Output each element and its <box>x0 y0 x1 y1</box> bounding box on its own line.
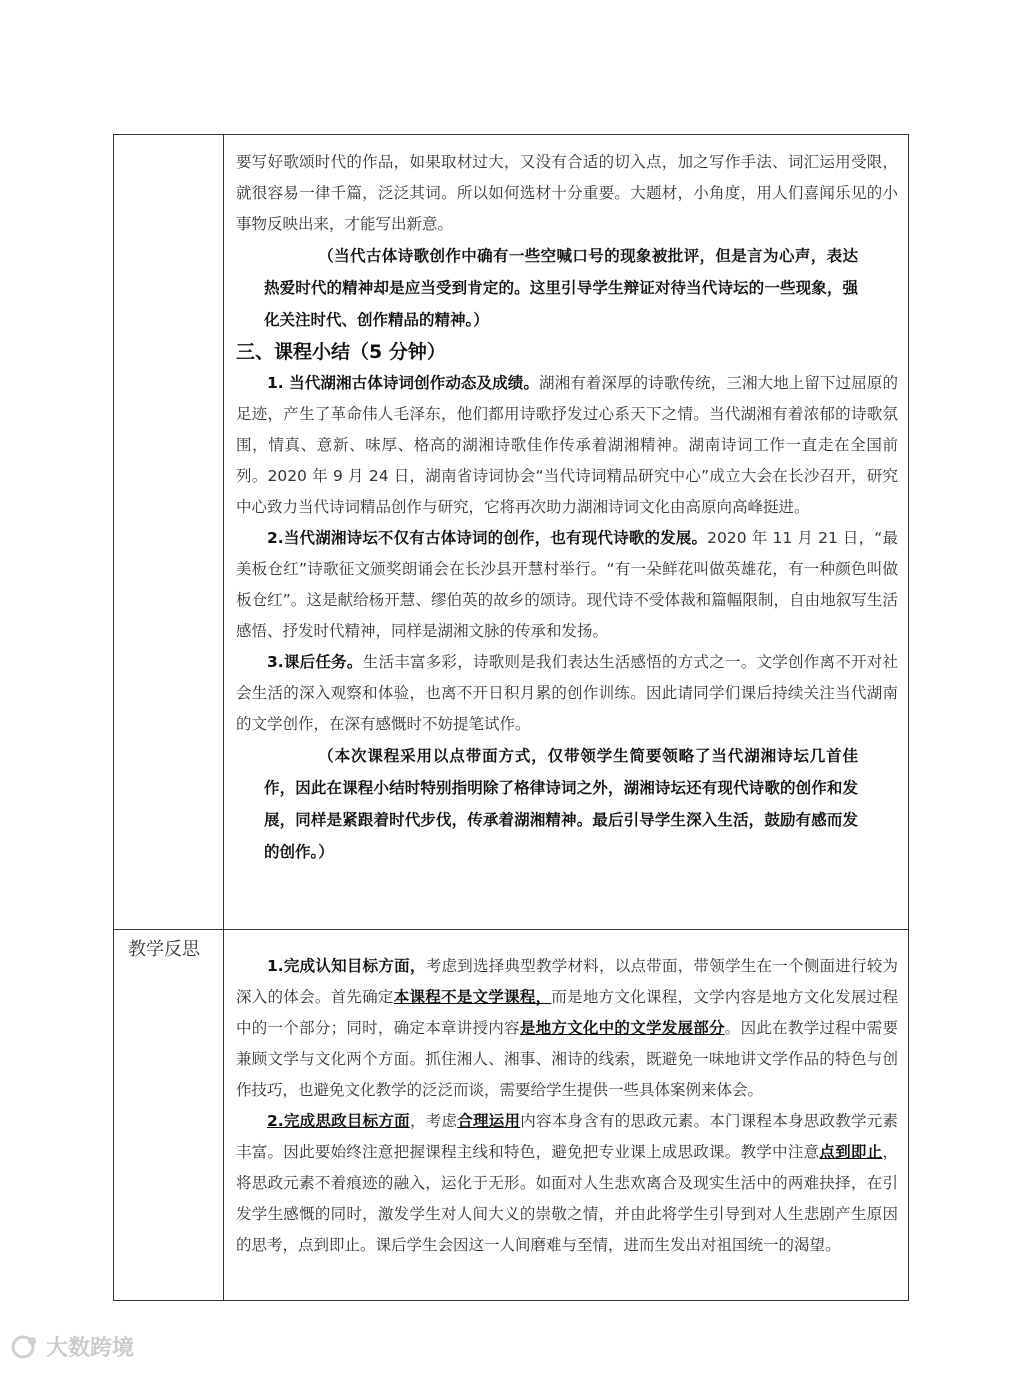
reflection-2-text-b: 内容本身含有的思政元素。本门课程本身思政教学元素丰富。因此要始终注意把握课程主线和特色，避免把专业课上成思政课。教学中注意 <box>236 1112 898 1161</box>
summary-item-3-text: 生活丰富多彩，诗歌则是我们表达生活感悟的方式之一。文学创作离不开对社会生活的深入观察和体验，也离不开日积月累的创作训练。因此请同学们课后持续关注当代湖南的文学创作，在深有感慨时不妨提笔试作。 <box>236 653 898 733</box>
label-column <box>114 135 224 1300</box>
reflection-paragraph-1 <box>236 951 898 1106</box>
reflection-1-text-a: 考虑到选择典型教学材料，以点带面，带领学生在一个侧面进行较为深入的体会。首先确定 <box>236 957 898 1006</box>
document-table <box>113 134 909 1301</box>
reflection-2-text-a: ，考虑 <box>409 1112 458 1130</box>
reflection-2-emphasis-1: 合理运用 <box>457 1112 521 1130</box>
watermark-text: 大数跨境 <box>46 1336 135 1361</box>
reflection-1-lead: 1.完成认知目标方面， <box>267 957 426 975</box>
summary-item-2-lead: 2.当代湖湘诗坛不仅有古体诗词的创作，也有现代诗歌的发展。 <box>267 529 708 547</box>
reflection-2-emphasis-2: 点到即止 <box>819 1143 883 1161</box>
summary-item-1-text: 湖湘有着深厚的诗歌传统，三湘大地上留下过屈原的足迹，产生了革命伟人毛泽东，他们都用诗歌抒发过心系天下之情。当代湖湘有着浓郁的诗歌氛围，情真、意新、味厚、格高的湖湘诗歌佳作传承着湖湘精神。湖南诗词工作一直走在全国前列。2020 年 9 月 24 日，湖南省诗词协会“当代诗词精品研究中心”成立大会在长沙召开，研究中心致力当代诗词精品创作与研究，它将再次助力湖湘诗词文化由高原向高峰挺进。 <box>236 374 898 516</box>
row-divider <box>114 929 908 930</box>
teaching-note-2: （本次课程采用以点带面方式，仅带领学生简要领略了当代湖湘诗坛几首佳作，因此在课程小结时特别指明除了格律诗词之外，湖湘诗坛还有现代诗歌的创作和发展，同样是紧跟着时代步伐，传承着湖湘精神。最后引导学生深入生活，鼓励有感而发的创作。） <box>264 747 858 861</box>
reflection-1-emphasis-1: 本课程不是文学课程， <box>393 988 552 1006</box>
summary-item-1 <box>236 368 898 523</box>
reflection-2-text-c: ，将思政元素不着痕迹的融入，运化于无形。如面对人生悲欢离合及现实生活中的两难抉择，在引发学生感慨的同时，激发学生对人间大义的崇敬之情，并由此将学生引导到对人生悲剧产生原因的思考，点到即止。课后学生会因这一人间磨难与至情，进而生发出对祖国统一的渴望。 <box>236 1143 898 1254</box>
summary-heading: 三、课程小结（5 分钟） <box>236 341 446 363</box>
summary-item-2-text: 2020 年 11 月 21 日，“最美板仓红”诗歌征文颁奖朗诵会在长沙县开慧村举行。“有一朵鲜花叫做英雄花，有一种颜色叫做板仓红”。这是献给杨开慧、缪伯英的故乡的颂诗。现代诗不受体裁和篇幅限制，自由地叙写生活感悟、抒发时代精神，同样是湖湘文脉的传承和发扬。 <box>236 529 898 640</box>
reflection-1-text-c: 。因此在教学过程中需要兼顾文学与文化两个方面。抓住湘人、湘事、湘诗的线索，既避免一味地讲文学作品的特色与创作技巧，也避免文化教学的泛泛而谈，需要给学生提供一些具体案例来体会。 <box>236 1019 898 1099</box>
lesson-section <box>236 147 898 868</box>
summary-item-1-lead: 1. 当代湖湘古体诗词创作动态及成绩。 <box>267 374 539 392</box>
brand-logo-icon <box>10 1332 40 1362</box>
reflection-1-text-b: 而是地方文化课程，文学内容是地方文化发展过程中的一个部分；同时，确定本章讲授内容 <box>236 988 898 1037</box>
reflection-1-emphasis-2: 是地方文化中的文学发展部分 <box>519 1019 725 1037</box>
summary-item-3 <box>236 647 898 740</box>
summary-item-3-lead: 3.课后任务。 <box>267 653 363 671</box>
reflection-2-lead: 2.完成思政目标方面 <box>267 1112 410 1130</box>
teaching-note-1: （当代古体诗歌创作中确有一些空喊口号的现象被批评，但是言为心声，表达热爱时代的精神却是应当受到肯定的。这里引导学生辩证对待当代诗坛的一些现象，强化关注时代、创作精品的精神。） <box>264 247 858 329</box>
reflection-section <box>236 951 898 1261</box>
summary-item-2 <box>236 523 898 647</box>
reflection-paragraph-2 <box>236 1106 898 1261</box>
intro-paragraph: 要写好歌颂时代的作品，如果取材过大，又没有合适的切入点，加之写作手法、词汇运用受限，就很容易一律千篇，泛泛其词。所以如何选材十分重要。大题材，小角度，用人们喜闻乐见的小事物反映出来，才能写出新意。 <box>236 153 898 233</box>
row-label-reflection: 教学反思 <box>128 939 200 960</box>
watermark <box>10 1331 134 1362</box>
